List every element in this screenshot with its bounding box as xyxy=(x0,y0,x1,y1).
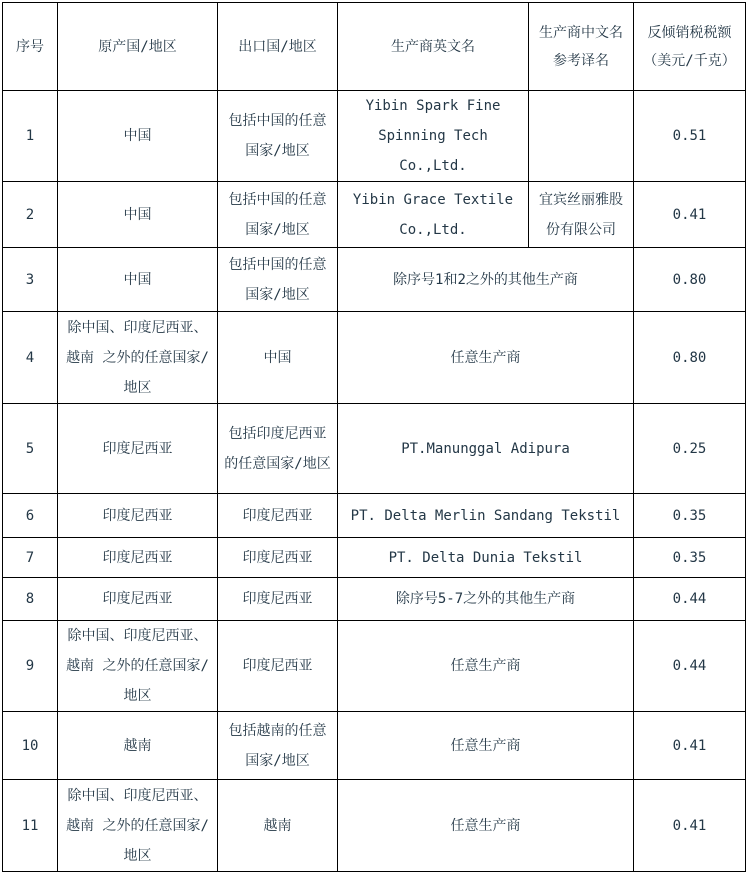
cell-export-country: 越南 xyxy=(218,780,338,872)
cell-duty-rate: 0.35 xyxy=(634,494,746,538)
cell-origin-country: 中国 xyxy=(58,182,218,248)
cell-producer: 除序号1和2之外的其他生产商 xyxy=(338,248,634,312)
cell-duty-rate: 0.51 xyxy=(634,91,746,182)
cell-origin-country: 印度尼西亚 xyxy=(58,578,218,621)
col-header-serial-number: 序号 xyxy=(3,3,58,91)
cell-producer: 任意生产商 xyxy=(338,712,634,780)
col-header-producer-english-name: 生产商英文名 xyxy=(338,3,529,91)
cell-serial-number: 6 xyxy=(3,494,58,538)
cell-producer: PT.Manunggal Adipura xyxy=(338,404,634,494)
cell-serial-number: 1 xyxy=(3,91,58,182)
cell-origin-country: 中国 xyxy=(58,91,218,182)
cell-serial-number: 3 xyxy=(3,248,58,312)
table-row xyxy=(3,780,746,872)
cell-duty-rate: 0.80 xyxy=(634,248,746,312)
col-header-origin-country: 原产国/地区 xyxy=(58,3,218,91)
cell-producer: 任意生产商 xyxy=(338,312,634,404)
cell-duty-rate: 0.41 xyxy=(634,712,746,780)
cell-duty-rate: 0.41 xyxy=(634,182,746,248)
cell-serial-number: 10 xyxy=(3,712,58,780)
anti-dumping-duty-table xyxy=(2,2,746,872)
cell-origin-country: 除中国、印度尼西亚、越南 之外的任意国家/地区 xyxy=(58,780,218,872)
document-page xyxy=(2,2,746,872)
cell-producer: PT. Delta Merlin Sandang Tekstil xyxy=(338,494,634,538)
cell-origin-country: 中国 xyxy=(58,248,218,312)
cell-producer: 任意生产商 xyxy=(338,621,634,712)
cell-duty-rate: 0.41 xyxy=(634,780,746,872)
cell-origin-country: 印度尼西亚 xyxy=(58,404,218,494)
cell-export-country: 包括越南的任意国家/地区 xyxy=(218,712,338,780)
cell-origin-country: 除中国、印度尼西亚、越南 之外的任意国家/地区 xyxy=(58,621,218,712)
table-row xyxy=(3,621,746,712)
cell-producer: 除序号5-7之外的其他生产商 xyxy=(338,578,634,621)
cell-duty-rate: 0.44 xyxy=(634,578,746,621)
cell-export-country: 包括中国的任意国家/地区 xyxy=(218,182,338,248)
cell-producer-chinese-name: 宜宾丝丽雅股份有限公司 xyxy=(529,182,634,248)
cell-origin-country: 印度尼西亚 xyxy=(58,538,218,578)
cell-duty-rate: 0.80 xyxy=(634,312,746,404)
cell-origin-country: 除中国、印度尼西亚、越南 之外的任意国家/地区 xyxy=(58,312,218,404)
cell-producer-english-name: Yibin Spark Fine Spinning Tech Co.,Ltd. xyxy=(338,91,529,182)
cell-serial-number: 4 xyxy=(3,312,58,404)
cell-export-country: 印度尼西亚 xyxy=(218,578,338,621)
table-row xyxy=(3,538,746,578)
cell-serial-number: 11 xyxy=(3,780,58,872)
cell-export-country: 包括中国的任意国家/地区 xyxy=(218,248,338,312)
cell-serial-number: 5 xyxy=(3,404,58,494)
table-body xyxy=(3,91,746,872)
cell-export-country: 印度尼西亚 xyxy=(218,538,338,578)
cell-export-country: 印度尼西亚 xyxy=(218,621,338,712)
cell-duty-rate: 0.25 xyxy=(634,404,746,494)
table-row xyxy=(3,248,746,312)
cell-duty-rate: 0.35 xyxy=(634,538,746,578)
cell-export-country: 包括印度尼西亚的任意国家/地区 xyxy=(218,404,338,494)
table-row xyxy=(3,404,746,494)
cell-serial-number: 7 xyxy=(3,538,58,578)
cell-origin-country: 印度尼西亚 xyxy=(58,494,218,538)
cell-producer: 任意生产商 xyxy=(338,780,634,872)
cell-producer: PT. Delta Dunia Tekstil xyxy=(338,538,634,578)
table-row xyxy=(3,578,746,621)
cell-serial-number: 9 xyxy=(3,621,58,712)
table-row xyxy=(3,312,746,404)
table-row xyxy=(3,182,746,248)
cell-serial-number: 2 xyxy=(3,182,58,248)
header-row xyxy=(3,3,746,91)
col-header-duty-rate: 反倾销税税额（美元/千克） xyxy=(634,3,746,91)
col-header-producer-chinese-name: 生产商中文名参考译名 xyxy=(529,3,634,91)
cell-origin-country: 越南 xyxy=(58,712,218,780)
table-row xyxy=(3,494,746,538)
col-header-export-country: 出口国/地区 xyxy=(218,3,338,91)
table-header xyxy=(3,3,746,91)
cell-duty-rate: 0.44 xyxy=(634,621,746,712)
table-row xyxy=(3,712,746,780)
cell-producer-english-name: Yibin Grace Textile Co.,Ltd. xyxy=(338,182,529,248)
table-row xyxy=(3,91,746,182)
cell-export-country: 中国 xyxy=(218,312,338,404)
cell-export-country: 包括中国的任意国家/地区 xyxy=(218,91,338,182)
cell-export-country: 印度尼西亚 xyxy=(218,494,338,538)
cell-producer-chinese-name xyxy=(529,91,634,182)
cell-serial-number: 8 xyxy=(3,578,58,621)
